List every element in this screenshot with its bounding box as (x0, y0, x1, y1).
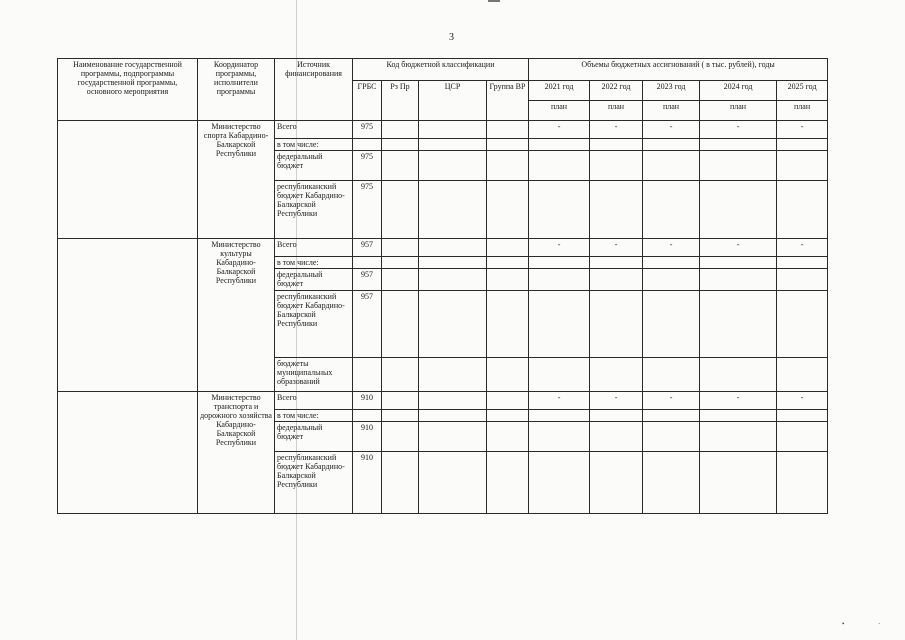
budget-table (57, 58, 828, 514)
rzpr-cell (382, 392, 419, 410)
csr-cell (419, 239, 487, 257)
year-value-cell (590, 410, 643, 422)
year-value-cell (529, 139, 590, 151)
year-value-cell (590, 151, 643, 181)
csr-cell (419, 181, 487, 239)
year-value-cell (777, 422, 828, 452)
year-value-cell (700, 291, 777, 358)
grbs-cell: 957 (353, 291, 382, 358)
year-value-cell (643, 257, 700, 269)
year-value-cell: - (590, 239, 643, 257)
source-cell: федеральный бюджет (275, 269, 353, 291)
year-value-cell (700, 151, 777, 181)
year-value-cell (643, 269, 700, 291)
vr-cell (487, 139, 529, 151)
year-value-cell (700, 422, 777, 452)
year-value-cell: - (529, 239, 590, 257)
header-plan: план (529, 101, 590, 121)
source-cell: республиканский бюджет Кабардино-Балкарской Республики (275, 181, 353, 239)
csr-cell (419, 269, 487, 291)
year-value-cell (777, 257, 828, 269)
coordinator-cell: Министерство спорта Кабардино-Балкарской Республики (198, 121, 275, 239)
program-name-cell (58, 121, 198, 239)
year-value-cell: - (700, 121, 777, 139)
header-plan: план (590, 101, 643, 121)
year-value-cell (643, 358, 700, 392)
header-csr: ЦСР (419, 81, 487, 121)
vr-cell (487, 422, 529, 452)
rzpr-cell (382, 452, 419, 514)
source-cell: в том числе: (275, 410, 353, 422)
header-plan: план (777, 101, 828, 121)
csr-cell (419, 452, 487, 514)
header-plan: план (700, 101, 777, 121)
grbs-cell: 975 (353, 181, 382, 239)
vr-cell (487, 257, 529, 269)
vr-cell (487, 151, 529, 181)
table-row (58, 392, 828, 410)
csr-cell (419, 121, 487, 139)
vr-cell (487, 452, 529, 514)
rzpr-cell (382, 358, 419, 392)
year-value-cell (590, 139, 643, 151)
grbs-cell (353, 257, 382, 269)
year-value-cell (643, 139, 700, 151)
year-value-cell: - (777, 392, 828, 410)
vr-cell (487, 358, 529, 392)
table-row (58, 121, 828, 139)
rzpr-cell (382, 422, 419, 452)
year-value-cell (700, 410, 777, 422)
year-value-cell (529, 151, 590, 181)
header-year: 2024 год (700, 81, 777, 101)
year-value-cell (700, 358, 777, 392)
year-value-cell: - (590, 392, 643, 410)
rzpr-cell (382, 239, 419, 257)
year-value-cell: - (529, 121, 590, 139)
csr-cell (419, 392, 487, 410)
year-value-cell: - (777, 239, 828, 257)
grbs-cell (353, 410, 382, 422)
year-value-cell (700, 257, 777, 269)
year-value-cell (590, 358, 643, 392)
header-year: 2023 год (643, 81, 700, 101)
year-value-cell (777, 358, 828, 392)
year-value-cell: - (700, 239, 777, 257)
csr-cell (419, 257, 487, 269)
header-vr: Группа ВР (487, 81, 529, 121)
source-cell: республиканский бюджет Кабардино-Балкарской Республики (275, 452, 353, 514)
scan-corner-mark: · (878, 620, 881, 628)
rzpr-cell (382, 151, 419, 181)
source-cell: Всего (275, 392, 353, 410)
csr-cell (419, 358, 487, 392)
rzpr-cell (382, 181, 419, 239)
table-row (58, 239, 828, 257)
header-rzpr: Рз Пр (382, 81, 419, 121)
coordinator-cell: Министерство транспорта и дорожного хозяйства Кабардино-Балкарской Республики (198, 392, 275, 514)
source-cell: федеральный бюджет (275, 422, 353, 452)
year-value-cell (529, 257, 590, 269)
csr-cell (419, 422, 487, 452)
header-volumes: Объемы бюджетных ассигнований ( в тыс. рублей), годы (529, 59, 828, 81)
rzpr-cell (382, 139, 419, 151)
vr-cell (487, 291, 529, 358)
grbs-cell (353, 358, 382, 392)
year-value-cell: - (529, 392, 590, 410)
year-value-cell (529, 410, 590, 422)
year-value-cell (777, 151, 828, 181)
header-year: 2022 год (590, 81, 643, 101)
year-value-cell (700, 452, 777, 514)
coordinator-cell: Министерство культуры Кабардино-Балкарской Республики (198, 239, 275, 392)
year-value-cell (700, 139, 777, 151)
header-name: Наименование государственной программы, подпрограммы государственной программы, основного мероприятия (58, 59, 198, 121)
source-cell: федеральный бюджет (275, 151, 353, 181)
vr-cell (487, 181, 529, 239)
source-cell: бюджеты муниципальных образований (275, 358, 353, 392)
year-value-cell (529, 452, 590, 514)
header-grbs: ГРБС (353, 81, 382, 121)
header-budget-code: Код бюджетной классификации (353, 59, 529, 81)
source-cell: в том числе: (275, 257, 353, 269)
rzpr-cell (382, 291, 419, 358)
year-value-cell (700, 181, 777, 239)
year-value-cell: - (643, 392, 700, 410)
grbs-cell: 910 (353, 452, 382, 514)
source-cell: в том числе: (275, 139, 353, 151)
header-year: 2025 год (777, 81, 828, 101)
year-value-cell (529, 181, 590, 239)
header-year: 2021 год (529, 81, 590, 101)
csr-cell (419, 291, 487, 358)
rzpr-cell (382, 121, 419, 139)
scan-corner-mark: • (842, 620, 845, 628)
vr-cell (487, 121, 529, 139)
year-value-cell: - (700, 392, 777, 410)
year-value-cell (777, 181, 828, 239)
grbs-cell: 975 (353, 151, 382, 181)
grbs-cell: 975 (353, 121, 382, 139)
year-value-cell (590, 422, 643, 452)
scan-mark-top (488, 0, 500, 2)
year-value-cell (643, 410, 700, 422)
vr-cell (487, 269, 529, 291)
year-value-cell (777, 291, 828, 358)
csr-cell (419, 151, 487, 181)
header-coordinator: Координатор программы, исполнители программы (198, 59, 275, 121)
year-value-cell (590, 269, 643, 291)
year-value-cell (643, 291, 700, 358)
header-plan: план (643, 101, 700, 121)
grbs-cell: 957 (353, 239, 382, 257)
year-value-cell (643, 151, 700, 181)
year-value-cell: - (777, 121, 828, 139)
source-cell: республиканский бюджет Кабардино-Балкарской Республики (275, 291, 353, 358)
source-cell: Всего (275, 121, 353, 139)
year-value-cell (529, 358, 590, 392)
year-value-cell (777, 139, 828, 151)
year-value-cell (777, 269, 828, 291)
csr-cell (419, 139, 487, 151)
year-value-cell (590, 181, 643, 239)
year-value-cell (590, 291, 643, 358)
vr-cell (487, 410, 529, 422)
vr-cell (487, 239, 529, 257)
year-value-cell (529, 291, 590, 358)
grbs-cell: 957 (353, 269, 382, 291)
year-value-cell (590, 452, 643, 514)
vr-cell (487, 392, 529, 410)
program-name-cell (58, 239, 198, 392)
year-value-cell (590, 257, 643, 269)
grbs-cell: 910 (353, 422, 382, 452)
year-value-cell (777, 452, 828, 514)
program-name-cell (58, 392, 198, 514)
rzpr-cell (382, 257, 419, 269)
header-source: Источник финансирования (275, 59, 353, 121)
rzpr-cell (382, 269, 419, 291)
grbs-cell (353, 139, 382, 151)
year-value-cell: - (643, 121, 700, 139)
year-value-cell: - (643, 239, 700, 257)
year-value-cell (643, 181, 700, 239)
page-number: 3 (449, 32, 454, 43)
year-value-cell: - (590, 121, 643, 139)
year-value-cell (643, 422, 700, 452)
year-value-cell (529, 422, 590, 452)
source-cell: Всего (275, 239, 353, 257)
csr-cell (419, 410, 487, 422)
year-value-cell (529, 269, 590, 291)
grbs-cell: 910 (353, 392, 382, 410)
year-value-cell (777, 410, 828, 422)
year-value-cell (643, 452, 700, 514)
rzpr-cell (382, 410, 419, 422)
year-value-cell (700, 269, 777, 291)
